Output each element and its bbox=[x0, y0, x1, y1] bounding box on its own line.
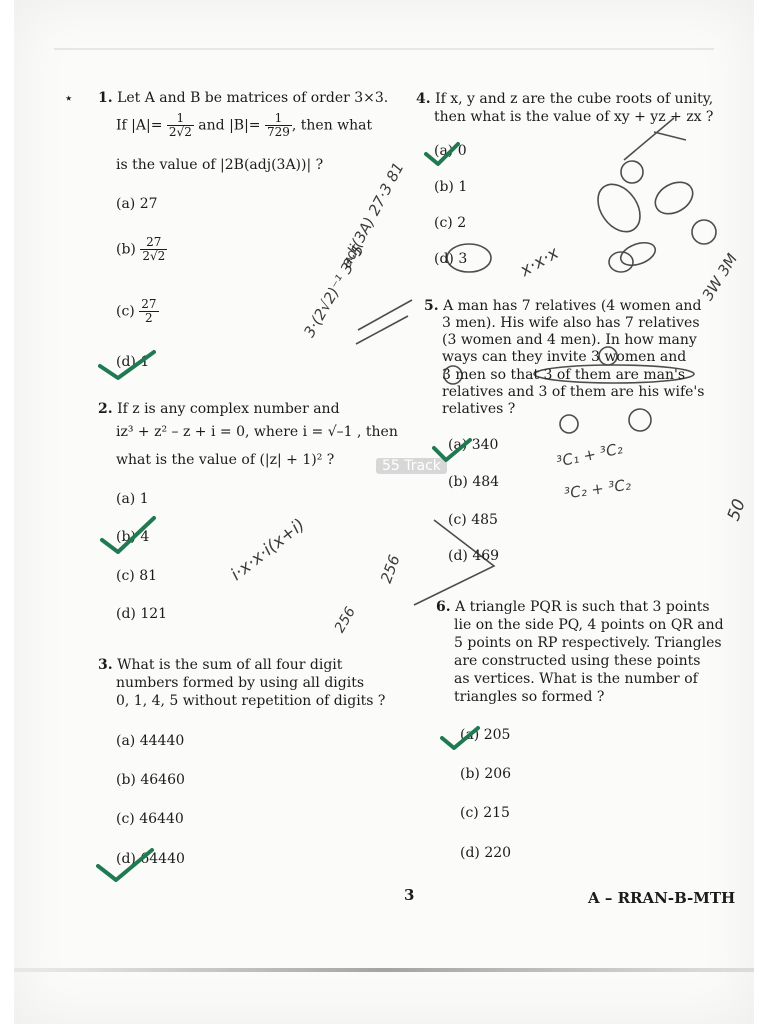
q1-if-label: If bbox=[116, 117, 127, 134]
handwriting-q5-calc2: ³C₂ + ³C₂ bbox=[563, 475, 633, 503]
q1-option-b-den: 2√2 bbox=[142, 249, 166, 263]
check-q3-d-icon bbox=[98, 850, 152, 880]
q4-option-c-value: 2 bbox=[457, 215, 467, 231]
handwriting-q2-side2: 256 bbox=[331, 604, 359, 636]
q2-option-b-label: (b) bbox=[116, 529, 136, 545]
q1-option-c-label: (c) bbox=[116, 303, 135, 320]
check-q1-d-icon bbox=[100, 352, 154, 378]
q5-option-b-value: 484 bbox=[472, 474, 500, 490]
q5-option-b-label: (b) bbox=[448, 474, 468, 490]
q1-then-what: , then what bbox=[291, 117, 373, 134]
circle-q4-d bbox=[447, 244, 491, 272]
q2-option-c-value: 81 bbox=[139, 568, 158, 584]
circle-q4-work2 bbox=[621, 161, 643, 183]
q6-option-a-value: 205 bbox=[483, 727, 511, 743]
paper-code: A – RRAN-B-MTH bbox=[588, 889, 736, 907]
q1-line3-post: ? bbox=[315, 157, 324, 173]
q3-option-d-label: (d) bbox=[116, 851, 136, 867]
question-3-number: 3. bbox=[98, 657, 113, 673]
stroke-q1-work bbox=[356, 300, 412, 344]
question-3-line3: 0, 1, 4, 5 without repetition of digits ? bbox=[116, 693, 386, 709]
q3-option-c-label: (c) bbox=[116, 811, 135, 827]
circle-q5-side2 bbox=[629, 409, 651, 431]
question-6-line4: are constructed using these points bbox=[454, 653, 701, 669]
question-5-line5: 3 men so that 3 of them are man's bbox=[442, 367, 686, 383]
handwriting-q2-side1: 256 bbox=[376, 552, 404, 586]
q1-frac-b-den: 729 bbox=[266, 125, 290, 139]
question-6-text1: A triangle PQR is such that 3 points bbox=[455, 599, 710, 615]
check-q2-b-icon bbox=[102, 518, 154, 552]
q4-option-a-value: 0 bbox=[457, 143, 467, 159]
handwriting-q5-calc1: ³C₁ + ³C₂ bbox=[554, 439, 625, 471]
q1-option-a-value: 27 bbox=[139, 196, 158, 212]
q3-option-a-label: (a) bbox=[116, 733, 136, 749]
question-3-text1: What is the sum of all four digit bbox=[117, 657, 343, 673]
handwriting-q6-right: 50 bbox=[723, 496, 750, 524]
q2-option-a-label: (a) bbox=[116, 491, 136, 507]
q1-eq-b: = bbox=[248, 117, 261, 134]
question-2-line2: iz³ + z² – z + i = 0, where i = √–1 , then bbox=[116, 424, 398, 440]
q1-option-a-label: (a) bbox=[116, 196, 136, 212]
q6-option-c-label: (c) bbox=[460, 805, 479, 821]
q5-option-d-value: 469 bbox=[472, 548, 500, 564]
question-6-line6: triangles so formed ? bbox=[454, 689, 605, 705]
q1-option-d-label: (d) bbox=[116, 354, 136, 370]
q1-frac-a-num: 1 bbox=[167, 112, 194, 126]
watermark-logo: 55 Track bbox=[376, 458, 447, 474]
q1-option-c-den: 2 bbox=[145, 311, 153, 325]
q5-option-c-value: 485 bbox=[471, 512, 498, 528]
handwriting-q2-work: i·x·x·i(x+i) bbox=[227, 515, 309, 585]
question-1-number: 1. bbox=[98, 90, 113, 106]
handwriting-q1-work: adj(3A) 27·3 81 bbox=[336, 159, 408, 271]
q1-frac-a-den: 2√2 bbox=[168, 125, 192, 139]
q1-abs-a: |A| bbox=[131, 117, 151, 134]
q1-eq-a: = bbox=[150, 117, 163, 134]
q3-option-d-value: 64440 bbox=[140, 851, 185, 867]
q5-option-a-label: (a) bbox=[448, 437, 468, 453]
q2-option-a-value: 1 bbox=[139, 491, 149, 507]
exam-page bbox=[14, 0, 754, 1024]
handwriting-q4-work: x·x·x bbox=[516, 243, 563, 281]
q6-option-b-label: (b) bbox=[460, 766, 480, 782]
handwriting-q1-side: 3·(2√2)⁻¹ 3ᴬ·5 bbox=[300, 241, 368, 341]
q1-frac-b-num: 1 bbox=[265, 112, 292, 126]
q4-option-c-label: (c) bbox=[434, 215, 453, 231]
circle-q5-3-women bbox=[599, 347, 617, 365]
question-6-number: 6. bbox=[436, 599, 451, 615]
q3-option-a-value: 44440 bbox=[139, 733, 185, 749]
question-5-line3: (3 women and 4 men). In how many bbox=[442, 332, 697, 348]
question-3-line2: numbers formed by using all digits bbox=[116, 675, 365, 691]
question-4-line2: then what is the value of xy + yz + zx ? bbox=[434, 109, 714, 125]
q3-option-b-value: 46460 bbox=[140, 772, 185, 788]
q5-option-c-label: (c) bbox=[448, 512, 467, 528]
q2-option-d-label: (d) bbox=[116, 606, 136, 622]
question-4-text1: If x, y and z are the cube roots of unity, bbox=[435, 91, 714, 107]
page-number: 3 bbox=[404, 886, 415, 904]
q2-option-d-value: 121 bbox=[140, 606, 168, 622]
q6-option-b-value: 206 bbox=[484, 766, 512, 782]
q6-option-a-label: (a) bbox=[460, 727, 480, 743]
question-5-line2: 3 men). His wife also has 7 relatives bbox=[442, 315, 700, 331]
q4-option-b-value: 1 bbox=[458, 179, 468, 195]
q1-option-d-value: 1 bbox=[140, 354, 150, 370]
circle-q4-work1 bbox=[589, 176, 648, 239]
question-2-line3: what is the value of (|z| + 1)² ? bbox=[116, 452, 335, 468]
q4-option-b-label: (b) bbox=[434, 179, 454, 195]
q6-option-d-label: (d) bbox=[460, 845, 480, 861]
q1-and-label: and bbox=[198, 117, 225, 134]
q1-line3-expr: |2B(adj(3A))| bbox=[220, 157, 312, 173]
stroke-q4-tree bbox=[624, 118, 686, 160]
check-q6-a-icon bbox=[442, 728, 478, 748]
q6-option-c-value: 215 bbox=[483, 805, 510, 821]
q1-option-b-label: (b) bbox=[116, 241, 136, 258]
check-q4-a-icon bbox=[426, 144, 458, 164]
question-5-text1: A man has 7 relatives (4 women and bbox=[443, 298, 702, 314]
q6-option-d-value: 220 bbox=[484, 845, 512, 861]
q4-option-a-label: (a) bbox=[434, 143, 454, 159]
q1-abs-b: |B| bbox=[229, 117, 249, 134]
q5-option-a-value: 340 bbox=[471, 437, 499, 453]
circle-q5-phrase bbox=[534, 365, 694, 383]
q4-option-d-label: (d) bbox=[434, 251, 454, 267]
q3-option-c-value: 46440 bbox=[139, 811, 184, 827]
circle-q4-work4 bbox=[692, 220, 716, 244]
check-q5-a-icon bbox=[434, 440, 470, 460]
question-6-line3: 5 points on RP respectively. Triangles bbox=[454, 635, 722, 651]
q5-option-d-label: (d) bbox=[448, 548, 468, 564]
question-5-line6: relatives and 3 of them are his wife's bbox=[442, 384, 705, 400]
q4-option-d-value: 3 bbox=[458, 251, 468, 267]
q1-option-b-num: 27 bbox=[140, 236, 167, 250]
question-5-line4: ways can they invite 3 women and bbox=[442, 349, 687, 365]
question-1-text: Let A and B be matrices of order 3×3. bbox=[117, 90, 389, 106]
question-4-number: 4. bbox=[416, 91, 431, 107]
question-6-line5: as vertices. What is the number of bbox=[454, 671, 698, 687]
handwriting-q5-right: 3W 3M bbox=[698, 250, 742, 304]
q1-option-c-num: 27 bbox=[141, 297, 157, 311]
q2-option-c-label: (c) bbox=[116, 568, 135, 584]
question-6-line2: lie on the side PQ, 4 points on QR and bbox=[454, 617, 724, 633]
q3-option-b-label: (b) bbox=[116, 772, 136, 788]
circle-q5-3-men bbox=[444, 366, 462, 384]
question-5-line7: relatives ? bbox=[442, 401, 516, 417]
question-2-text1: If z is any complex number and bbox=[117, 401, 340, 417]
q1-line3-pre: is the value of bbox=[116, 157, 216, 173]
stroke-q5-lines bbox=[414, 520, 494, 605]
star-marker-icon: ⋆ bbox=[64, 89, 74, 107]
q2-option-b-value: 4 bbox=[140, 529, 150, 545]
circle-q5-side1 bbox=[560, 415, 578, 433]
circle-q4-work3 bbox=[650, 176, 699, 220]
question-2-number: 2. bbox=[98, 401, 113, 417]
handwritten-marks bbox=[14, 0, 754, 1024]
circle-q4-work6 bbox=[618, 238, 659, 269]
question-5-number: 5. bbox=[424, 298, 439, 314]
